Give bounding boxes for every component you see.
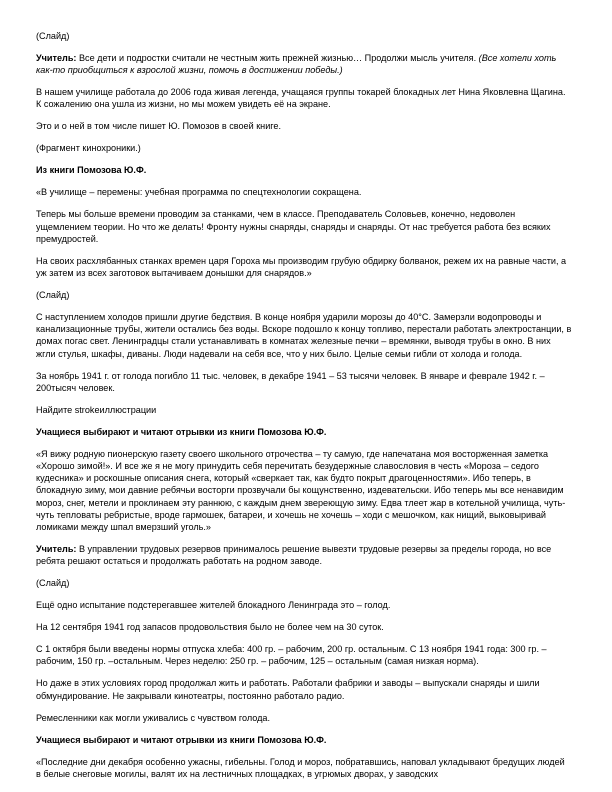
question: Найдите strokeиллюстрации — [36, 404, 157, 415]
paragraph: С наступлением холодов пришли другие бедствия. В конце ноября ударили морозы до 40°С. Замерзли водопроводы и канализационные трубы, жители остались без воды. Вскоре подошло к концу топливо, перестали работать электростанции, в домах погас свет. Ленинградцы стали устанавливать в комнатах железные печки – времянки, выводя трубы в окно. В них жгли стулья, шкафы, диваны. Люди надевали на себя все, что у них было. Целые семьи гибли от холода и голода. — [36, 312, 572, 359]
slide-note: (Слайд) — [36, 578, 70, 589]
teacher-text: Все дети и подростки считали не честным жить прежней жизнью… Продолжи мысль учителя. — [76, 53, 479, 63]
paragraph: Ремесленники как могли уживались с чувством голода. — [36, 712, 271, 723]
teacher-remark — [36, 543, 572, 567]
teacher-remark — [36, 52, 572, 76]
quote-paragraph: «Я вижу родную пионерскую газету своего школьного отрочества – ту самую, где напечатана моя восторженная заметка «Хорошо зимой!». И все же я не могу принудить себя перечитать безудержные славословия в честь «Мороза – седого кудесника» и роскошные описания снега, который «сверкает так, как будто покрыт драгоценностями». Ибо теперь, в блокадную зиму, мои давние ребячьи восторги прозвучали бы кощунственно, издевательски. Ибо теперь мы все ненавидим мороз, снег, метели и проклинаем эту раннюю, с каждым днем звереющую зиму. Едва тлеет жар в котельной училища, чуть-чуть тепловаты ребристые, вроде гармошек, батареи, и хочешь не хочешь – ходи с мешочком, как нищий, выковыривай ломиками между шпал вмерзший уголь.» — [36, 448, 566, 533]
paragraph: Но даже в этих условиях город продолжал жить и работать. Работали фабрики и заводы – выпускали снаряды и шили обмундирование. Не закрывали кинотеатры, постоянно работало радио. — [36, 678, 540, 701]
paragraph: Ещё одно испытание подстерегавшее жителей блокадного Ленинграда это – голод. — [36, 600, 391, 611]
quote-paragraph: «Последние дни декабря особенно ужасны, гибельны. Голод и мороз, побратавшись, наповал укладывают бредущих людей в белые снеговые могилы, валят их на лестничных площадках, в угрюмых дворах, у заводских — [36, 756, 565, 779]
teacher-answer: (Все хотели хоть как-то приобщиться к взрослой жизни, помочь в достижении победы.) — [36, 53, 557, 76]
quote-paragraph: На своих расхлябанных станках времен царя Гороха мы производим грубую обдирку болванок, режем их на равные части, а уж затем из всех заготовок вытачиваем донышки для снарядов.» — [36, 255, 567, 279]
teacher-text: В управлении трудовых резервов принималось решение вывезти трудовые резервы за пределы города, но все ребята решают остаться и продолжать работать на родном заводе. — [36, 544, 552, 567]
slide-note: (Слайд) — [36, 31, 70, 41]
paragraph: В нашем училище работала до 2006 года живая легенда, учащаяся группы токарей блокадных лет Нина Яковлевна Щагина. К сожалению она ушла из жизни, но мы можем увидеть её на экране. — [36, 87, 566, 110]
paragraph: На 12 сентября 1941 год запасов продовольствия было не более чем на 30 суток. — [36, 622, 384, 633]
quote-paragraph: «В училище – перемены: учебная программа по спецтехнологии сокращена. — [36, 187, 362, 198]
speaker-label: Учитель: — [36, 544, 77, 555]
section-heading: Из книги Помозова Ю.Ф. — [36, 165, 147, 176]
paragraph: Это и о ней в том числе пишет Ю. Помозов в своей книге. — [36, 121, 281, 132]
paragraph: С 1 октября были введены нормы отпуска хлеба: 400 гр. – рабочим, 200 гр. остальным. С 13 ноября 1941 года: 300 гр. – рабочим, 150 гр. –остальным. Через неделю: 250 гр. – рабочим, 125 – остальным (самая низкая норма). — [36, 644, 547, 667]
paragraph: За ноябрь 1941 г. от голода погибло 11 тыс. человек, в декабре 1941 – 53 тысячи человек. В январе и феврале 1942 г. – 200тысяч человек. — [36, 370, 545, 393]
section-heading: Учащиеся выбирают и читают отрывки из книги Помозова Ю.Ф. — [36, 734, 327, 745]
slide-note: (Слайд) — [36, 290, 70, 301]
quote-paragraph: Теперь мы больше времени проводим за станками, чем в классе. Преподаватель Соловьев, конечно, недоволен ущемлением теории. Но что же делать! Фронту нужны снаряды, снаряды и снаряды. От нас требуется работа без всяких премудростей. — [36, 209, 551, 244]
section-heading: Учащиеся выбирают и читают отрывки из книги Помозова Ю.Ф. — [36, 426, 327, 437]
film-fragment-note: (Фрагмент кинохроники.) — [36, 143, 141, 154]
document-page — [36, 30, 572, 790]
speaker-label: Учитель: — [36, 53, 77, 63]
